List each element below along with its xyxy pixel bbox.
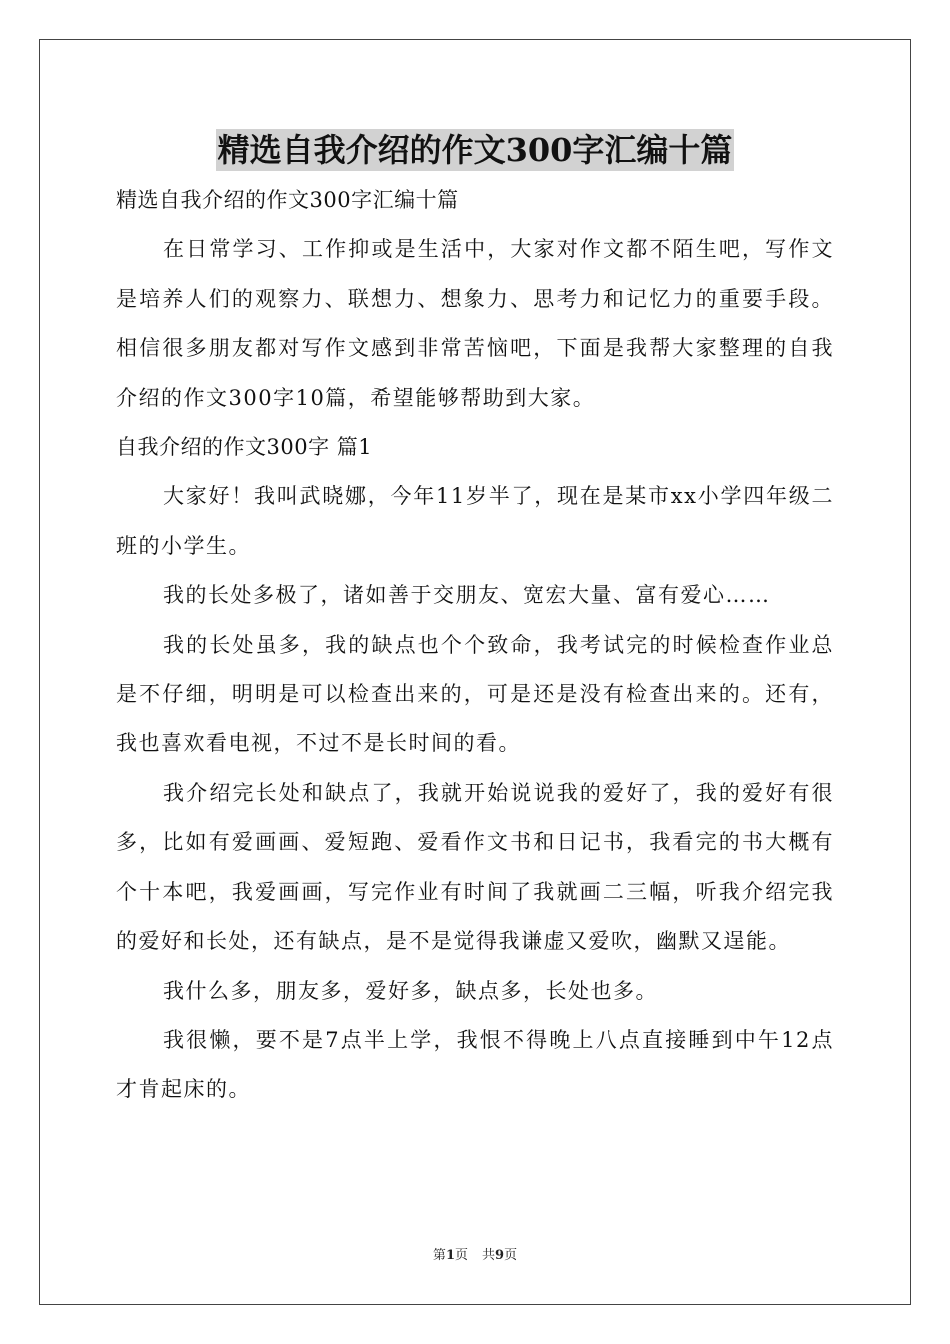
- paragraph: 大家好！我叫武晓娜，今年11岁半了，现在是某市xx小学四年级二班的小学生。: [116, 484, 834, 558]
- page-footer: [0, 1247, 950, 1265]
- page-number: 1: [445, 1248, 455, 1263]
- document-subtitle: 精选自我介绍的作文300字汇编十篇: [116, 188, 459, 212]
- paragraph: 我很懒，要不是7点半上学，我恨不得晚上八点直接睡到中午12点才肯起床的。: [116, 1027, 834, 1102]
- paragraph: 我介绍完长处和缺点了，我就开始说说我的爱好了，我的爱好有很多，比如有爱画画、爱短跑、爱看作文书和日记书，我看完的书大概有个十本吧，我爱画画，写完作业有时间了我就画二三幅，听我介绍完我的爱好和长处，还有缺点，是不是觉得我谦虚又爱吹，幽默又逞能。: [116, 780, 834, 954]
- page-label-prefix: 第: [432, 1248, 446, 1263]
- paragraph: 我的长处多极了，诸如善于交朋友、宽宏大量、富有爱心……: [163, 583, 771, 608]
- section-heading: 自我介绍的作文300字 篇1: [116, 435, 373, 460]
- paragraph: 我什么多，朋友多，爱好多，缺点多，长处也多。: [163, 978, 658, 1003]
- paragraph-intro: 在日常学习、工作抑或是生活中，大家对作文都不陌生吧，写作文是培养人们的观察力、联想力、想象力、思考力和记忆力的重要手段。相信很多朋友都对写作文感到非常苦恼吧，下面是我帮大家整理的自我介绍的作文300字10篇，希望能够帮助到大家。: [116, 237, 834, 410]
- paragraph: 我的长处虽多，我的缺点也个个致命，我考试完的时候检查作业总是不仔细，明明是可以检查出来的，可是还是没有检查出来的。还有，我也喜欢看电视，不过不是长时间的看。: [116, 632, 834, 756]
- total-pages: 9: [495, 1248, 505, 1263]
- document-title-text: 精选自我介绍的作文300字汇编十篇: [217, 131, 733, 169]
- document-body: [116, 176, 834, 1115]
- total-label-prefix: 共: [482, 1248, 496, 1263]
- page-label-suffix: 页: [454, 1248, 468, 1263]
- document-title: [0, 126, 950, 174]
- total-label-suffix: 页: [504, 1248, 518, 1263]
